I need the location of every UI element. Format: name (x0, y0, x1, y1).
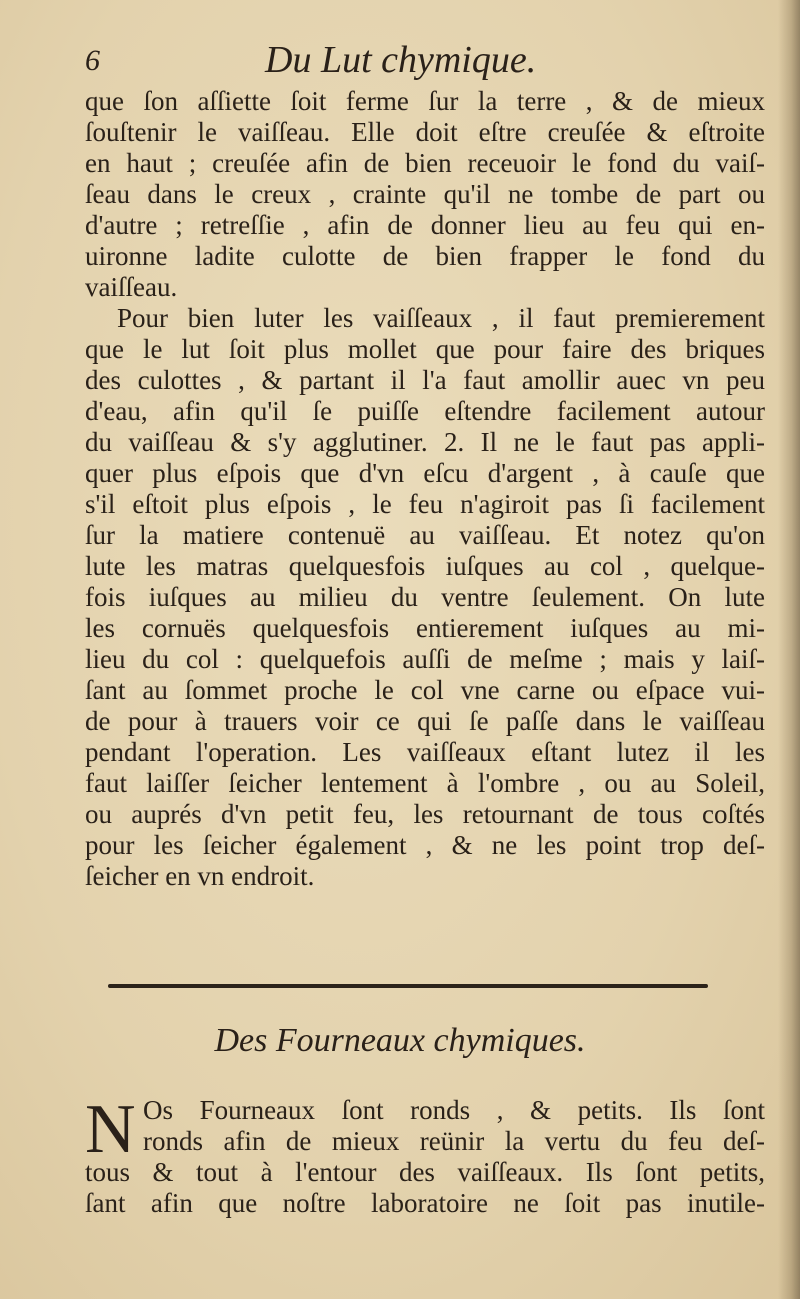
text-line: en haut ; creuſée afin de bien receuoir le fond du vaiſ- (85, 148, 765, 178)
text-line: ſur la matiere contenuë au vaiſſeau. Et notez qu'on (85, 520, 765, 550)
text-line: uironne ladite culotte de bien frapper le fond du (85, 241, 765, 271)
text-line: ſouſtenir le vaiſſeau. Elle doit eſtre creuſée & eſtroite (85, 117, 765, 147)
text-line: les cornuës quelquesfois entierement iuſques au mi- (85, 613, 765, 643)
text-line: fois iuſques au milieu du ventre ſeulement. On lute (85, 582, 765, 612)
text-line: lieu du col : quelquefois auſſi de meſme ; mais y laiſ- (85, 644, 765, 674)
text-line: Pour bien luter les vaiſſeaux , il faut premierement (117, 303, 765, 333)
body-text (85, 86, 765, 892)
drop-cap: N (85, 1091, 136, 1168)
text-line: quer plus eſpois que d'vn eſcu d'argent , à cauſe que (85, 458, 765, 488)
text-line: ſeicher en vn endroit. (85, 861, 315, 891)
text-line: tous & tout à l'entour des vaiſſeaux. Ils ſont petits, (85, 1157, 765, 1187)
section-title: Des Fourneaux chymiques. (214, 1022, 586, 1059)
text-line: de pour à trauers voir ce qui ſe paſſe dans le vaiſſeau (85, 706, 765, 736)
text-line: des culottes , & partant il l'a faut amollir auec vn peu (85, 365, 765, 395)
text-line: du vaiſſeau & s'y agglutiner. 2. Il ne le faut pas appli- (85, 427, 765, 457)
text-line: ronds afin de mieux reünir la vertu du feu deſ- (143, 1126, 765, 1156)
text-line: s'il eſtoit plus eſpois , le feu n'agiroit pas ſi facilement (85, 489, 765, 519)
text-line: que ſon aſſiette ſoit ferme ſur la terre , & de mieux (85, 86, 765, 116)
text-line: ſant afin que noſtre laboratoire ne ſoit pas inutile- (85, 1188, 765, 1218)
text-line: d'eau, afin qu'il ſe puiſſe eſtendre facilement autour (85, 396, 765, 426)
text-line: pendant l'operation. Les vaiſſeaux eſtant lutez il les (85, 737, 765, 767)
text-line: vaiſſeau. (85, 272, 178, 302)
text-line: d'autre ; retreſſie , afin de donner lieu au feu qui en- (85, 210, 765, 240)
section-divider-rule (108, 984, 708, 988)
text-line: que le lut ſoit plus mollet que pour faire des briques (85, 334, 765, 364)
text-line: lute les matras quelquesfois iuſques au col , quelque- (85, 551, 765, 581)
text-line: faut laiſſer ſeicher lentement à l'ombre , ou au Soleil, (85, 768, 765, 798)
running-title: Du Lut chymique. (265, 39, 537, 81)
page-edge-shadow (778, 0, 800, 1299)
text-line: ou auprés d'vn petit feu, les retournant de tous coſtés (85, 799, 765, 829)
text-line: Os Fourneaux ſont ronds , & petits. Ils ſont (143, 1095, 765, 1125)
section-text (85, 1091, 765, 1219)
page-number: 6 (85, 44, 100, 77)
text-line: ſeau dans le creux , crainte qu'il ne tombe de part ou (85, 179, 765, 209)
text-line: ſant au ſommet proche le col vne carne ou eſpace vui- (85, 675, 765, 705)
running-head (85, 36, 765, 86)
text-line: pour les ſeicher également , & ne les point trop deſ- (85, 830, 765, 860)
